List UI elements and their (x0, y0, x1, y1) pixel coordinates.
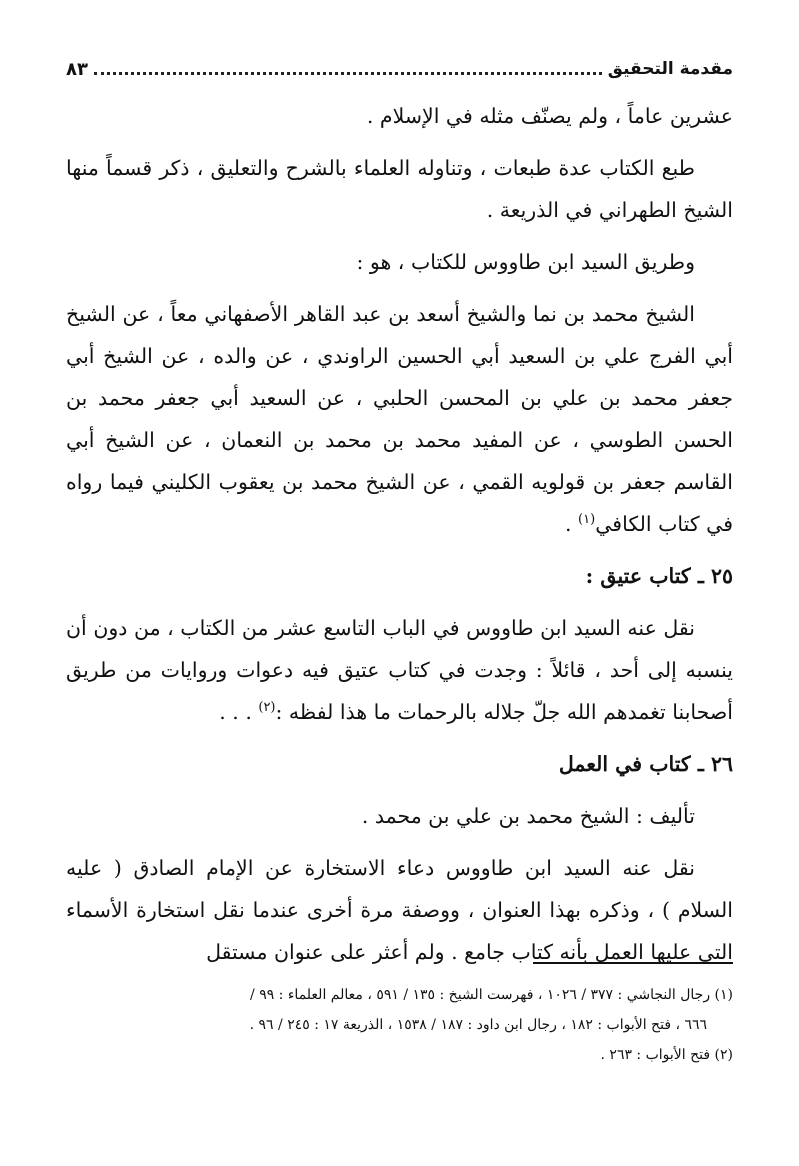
section-heading-26: ٢٦ ـ كتاب في العمل (558, 752, 733, 776)
paragraph-6: تأليف : الشيخ محمد بن علي بن محمد . (361, 804, 695, 828)
paragraph-1: عشرين عاماً ، ولم يصنّف مثله في الإسلام . (366, 104, 733, 128)
paragraph-4-end: . (565, 512, 579, 536)
header-title: مقدمة التحقيق (607, 59, 733, 79)
section-heading-25: ٢٥ ـ كتاب عتيق : (585, 564, 733, 588)
footnote-separator (533, 962, 733, 964)
footnote-ref-2: (٢) (258, 700, 276, 716)
paragraph-3: وطريق السيد ابن طاووس للكتاب ، هو : (356, 250, 695, 274)
paragraph-5-end: . . . (219, 700, 259, 724)
paragraph-4-text: الشيخ محمد بن نما والشيخ أسعد بن عبد القاهر الأصفهاني معاً ، عن الشيخ أبي الفرج علي بن السعيد أبي الحسين الراوندي ، عن والده ، عن الشيخ أبي جعفر محمد بن علي بن المحسن الحلبي ، عن السعيد أبي جعفر محمد بن الحسن الطوسي ، عن المفيد محمد بن محمد بن النعمان ، عن الشيخ أبي القاسم جعفر بن قولويه القمي ، عن الشيخ محمد بن يعقوب الكليني فيما رواه في كتاب الكافي (66, 302, 733, 536)
footnote-1-line-1: (١) رجال النجاشي : ٣٧٧ / ١٠٢٦ ، فهرست الشيخ : ١٣٥ / ٥٩١ ، معالم العلماء : ٩٩ / (250, 987, 733, 1003)
paragraph-5 (66, 607, 733, 733)
paragraph-2: طبع الكتاب عدة طبعات ، وتناوله العلماء بالشرح والتعليق ، ذكر قسماً منها الشيخ الطهراني في الذريعة . (66, 156, 733, 222)
footnote-2: (٢) فتح الأبواب : ٢٦٣ . (600, 1047, 733, 1063)
running-header (66, 52, 733, 86)
footnote-ref-1: (١) (578, 512, 596, 528)
main-text (66, 95, 733, 983)
paragraph-7: نقل عنه السيد ابن طاووس دعاء الاستخارة عن الإمام الصادق ( عليه السلام ) ، وذكره بهذا العنوان ، ووصفة مرة أخرى عندما نقل استخارة الأسماء التي عليها العمل بأنه كتاب جامع . ولم أعثر على عنوان مستقل (66, 856, 733, 964)
paragraph-5-text: نقل عنه السيد ابن طاووس في الباب التاسع عشر من الكتاب ، من دون أن ينسبه إلى أحد ، قائلاً : وجدت في كتاب عتيق فيه دعوات وروايات من طريق أصحابنا تغمدهم الله جلّ جلاله بالرحمات ما هذا لفظه : (66, 616, 733, 724)
footnotes (66, 980, 733, 1070)
dotted-leader (94, 72, 602, 75)
footnote-1-line-2: ٦٦٦ ، فتح الأبواب : ١٨٢ ، رجال ابن داود : ١٨٧ / ١٥٣٨ ، الذريعة ١٧ : ٢٤٥ / ٩٦ . (249, 1017, 707, 1033)
page-number: ٨٣ (66, 58, 88, 80)
paragraph-4 (66, 293, 733, 545)
